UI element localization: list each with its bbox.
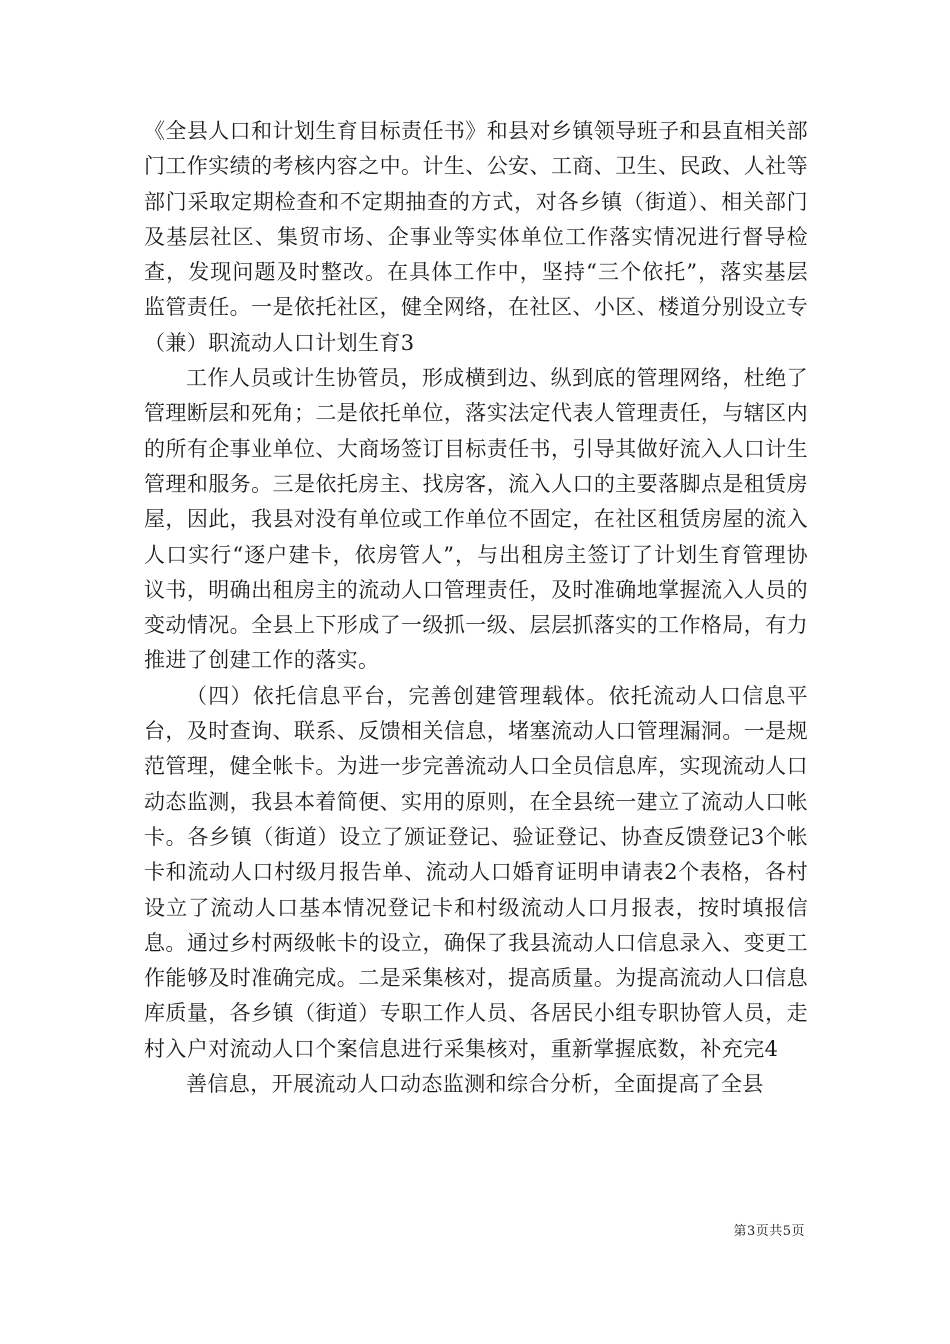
page-number-footer: 第3页共5页 [733,1224,805,1239]
paragraph-2: 工作人员或计生协管员，形成横到边、纵到底的管理网络，杜绝了管理断层和死角；二是依托单位，落实法定代表人管理责任，与辖区内的所有企事业单位、大商场签订目标责任书，引导其做好流入人口计生管理和服务。三是依托房主、找房客，流入人口的主要落脚点是租赁房屋，因此，我县对没有单位或工作单位不固定，在社区租赁房屋的流入人口实行“逐户建卡，依房管人”，与出租房主签订了计划生育管理协议书，明确出租房主的流动人口管理责任，及时准确地掌握流入人员的变动情况。全县上下形成了一级抓一级、层层抓落实的工作格局，有力推进了创建工作的落实。 [144,366,808,673]
paragraph-3: （四）依托信息平台，完善创建管理载体。依托流动人口信息平台，及时查询、联系、反馈相关信息，堵塞流动人口管理漏洞。一是规范管理，健全帐卡。为进一步完善流动人口全员信息库，实现流动人口动态监测，我县本着简便、实用的原则，在全县统一建立了流动人口帐卡。各乡镇（街道）设立了颁证登记、验证登记、协查反馈登记3个帐卡和流动人口村级月报告单、流动人口婚育证明申请表2个表格，各村设立了流动人口基本情况登记卡和村级流动人口月报表，按时填报信息。通过乡村两级帐卡的设立，确保了我县流动人口信息录入、变更工作能够及时准确完成。二是采集核对，提高质量。为提高流动人口信息库质量，各乡镇（街道）专职工作人员、各居民小组专职协管人员，走村入户对流动人口个案信息进行采集核对，重新掌握底数，补充完4 [144,683,808,1061]
paragraph-4: 善信息，开展流动人口动态监测和综合分析，全面提高了全县 [186,1072,764,1097]
paragraph-1: 《全县人口和计划生育目标责任书》和县对乡镇领导班子和县直相关部门工作实绩的考核内容之中。计生、公安、工商、卫生、民政、人社等部门采取定期检查和不定期抽查的方式，对各乡镇（街道）、相关部门及基层社区、集贸市场、企事业等实体单位工作落实情况进行督导检查，发现问题及时整改。在具体工作中，坚持“三个依托”，落实基层监管责任。一是依托社区，健全网络，在社区、小区、楼道分别设立专（兼）职流动人口计划生育3 [144,119,808,355]
document-body [144,114,808,1102]
